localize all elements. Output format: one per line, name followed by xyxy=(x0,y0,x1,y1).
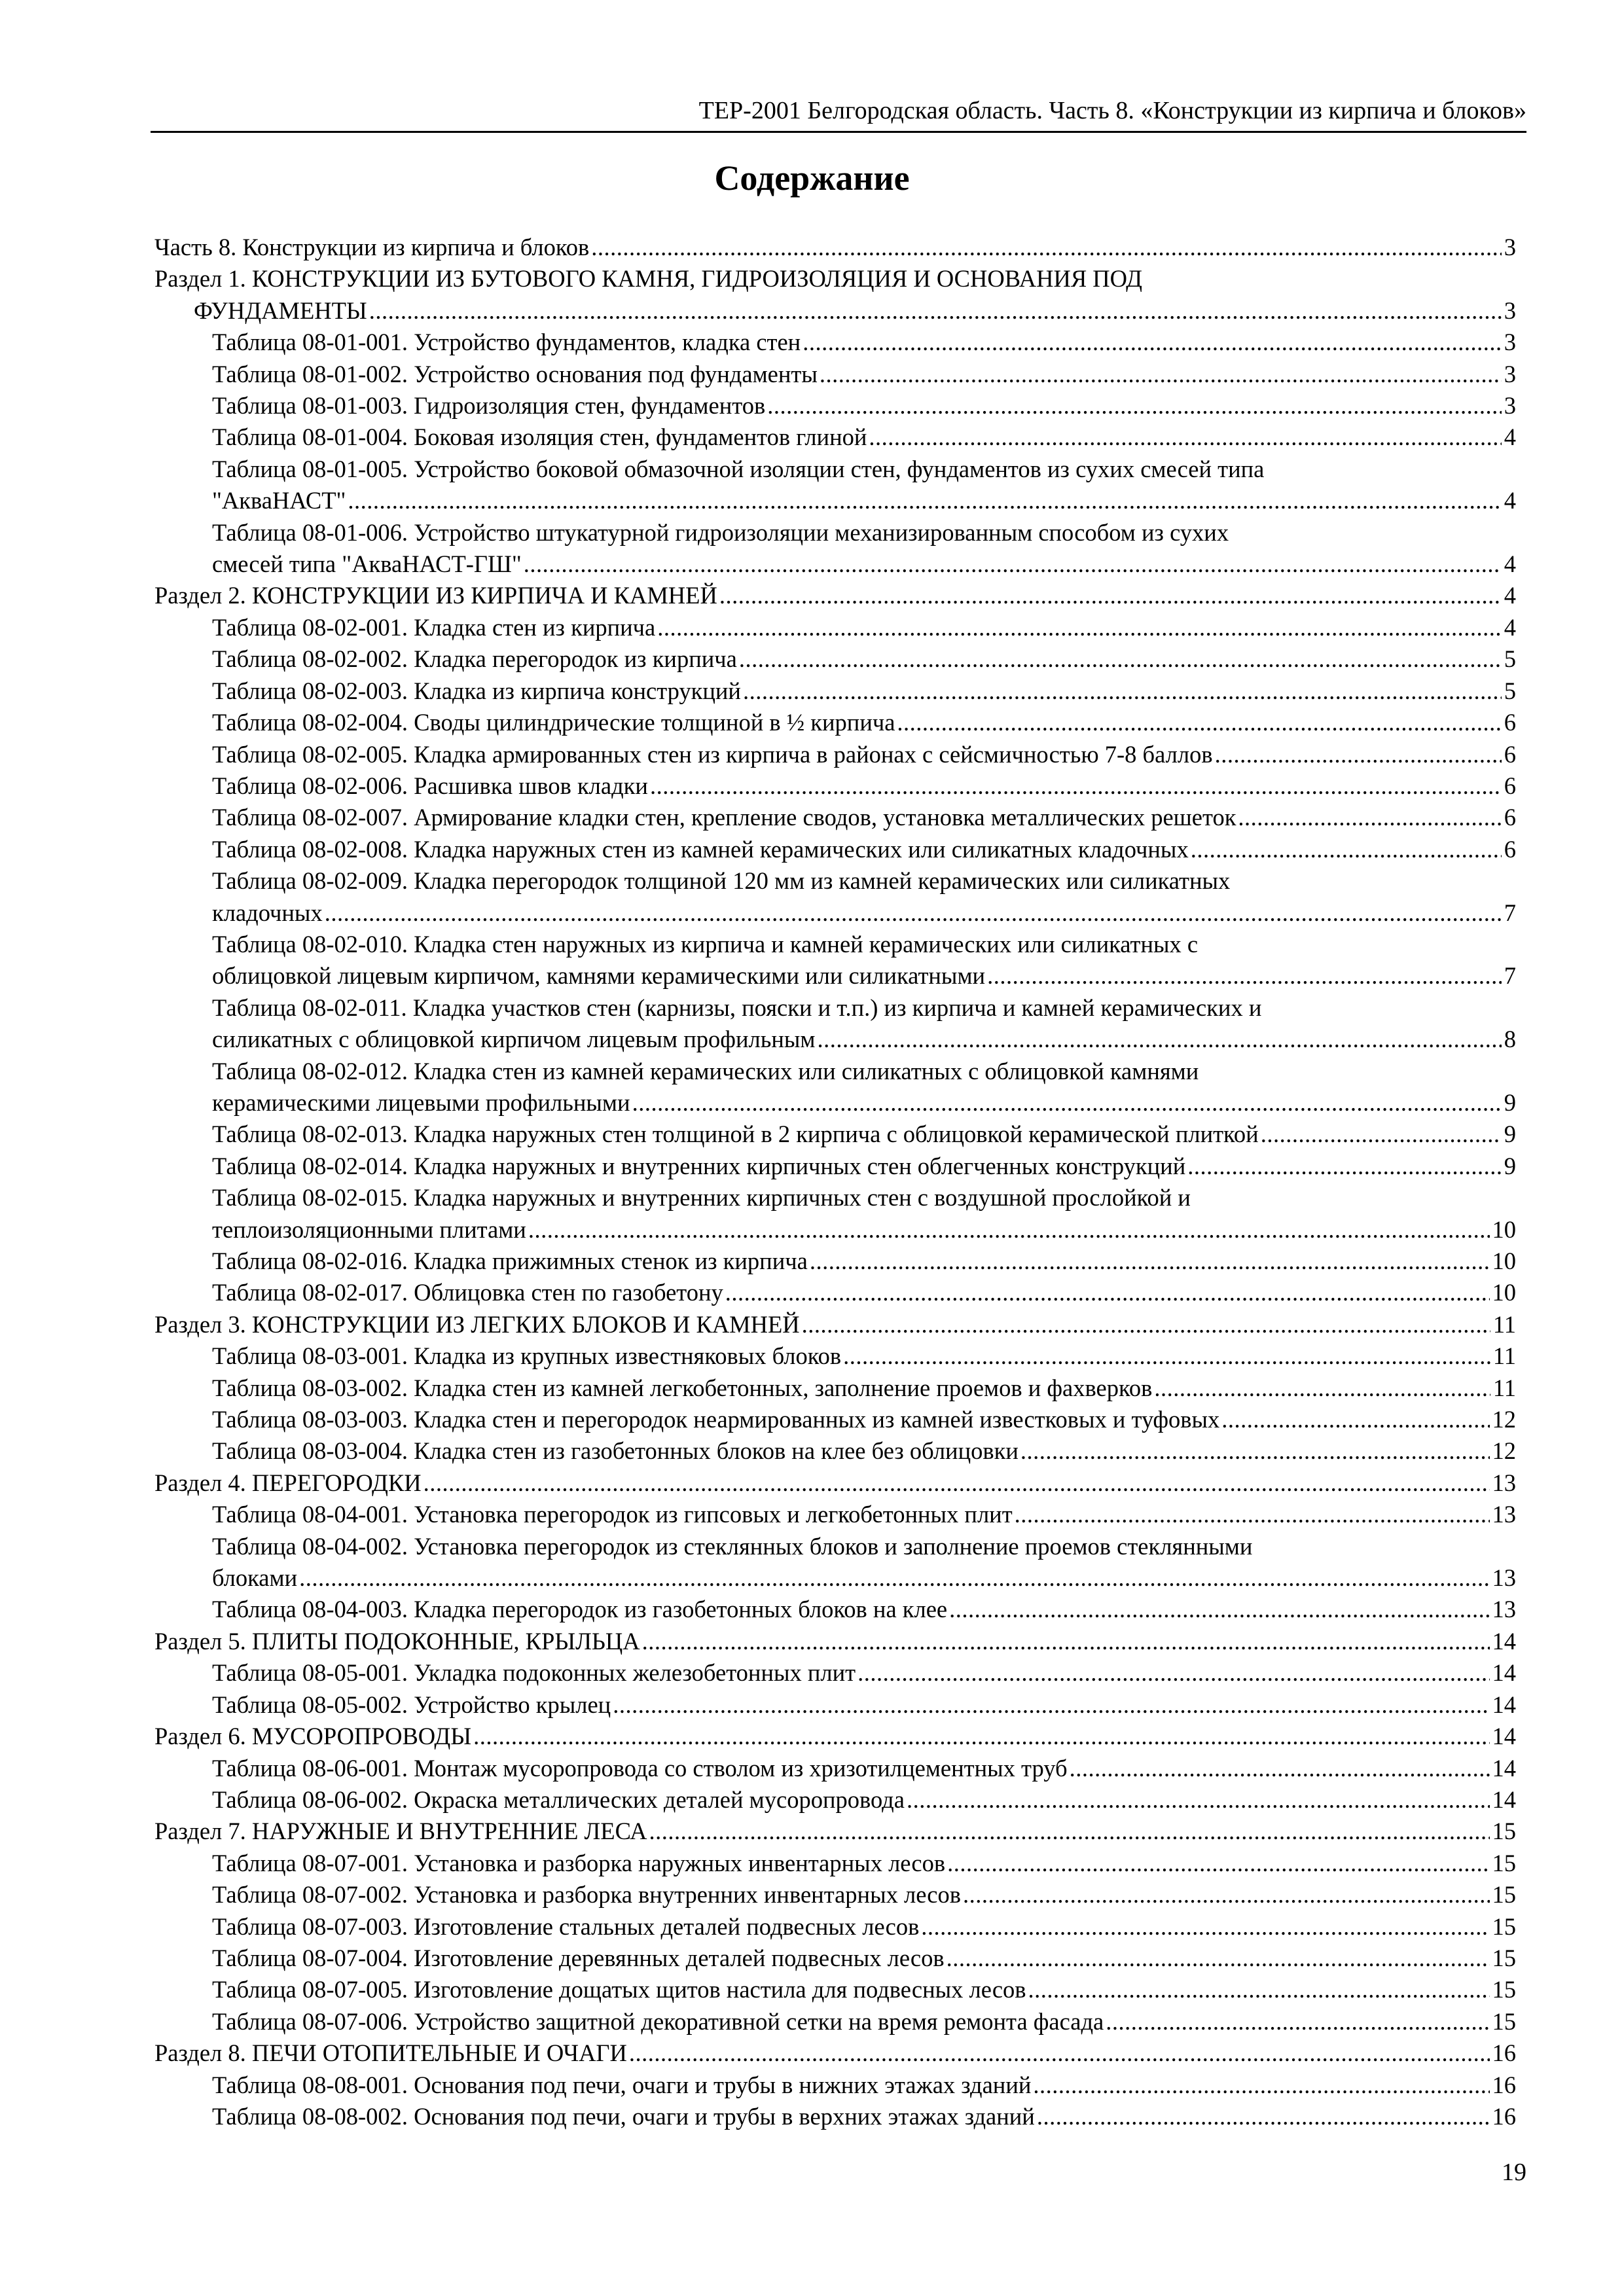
dot-leader xyxy=(869,422,1501,453)
dot-leader xyxy=(1221,1404,1489,1435)
toc-section-entry[interactable] xyxy=(154,1467,1516,1499)
toc-entry-text: Таблица 08-07-003. Изготовление стальных деталей подвесных лесов xyxy=(212,1912,920,1940)
toc-page-number: 16 xyxy=(1492,2071,1516,2098)
toc-page-number: 7 xyxy=(1504,899,1516,926)
dot-leader xyxy=(843,1340,1490,1372)
toc-table-entry[interactable] xyxy=(154,1753,1516,1784)
toc-table-entry[interactable] xyxy=(154,1499,1516,1530)
toc-page-number: 14 xyxy=(1492,1785,1516,1813)
toc-page-number: 12 xyxy=(1492,1437,1516,1465)
toc-entry-text: "АкваНАСТ" xyxy=(212,487,346,514)
toc-page-number: 11 xyxy=(1492,1310,1516,1338)
dot-leader xyxy=(613,1689,1489,1721)
toc-entry-text: Таблица 08-01-005. Устройство боковой обмазочной изоляции стен, фундаментов из сухих смесей типа xyxy=(212,455,1265,482)
toc-entry-text: Таблица 08-01-003. Гидроизоляция стен, фундаментов xyxy=(212,392,766,420)
dot-leader xyxy=(1238,802,1501,833)
toc-entry-text: Таблица 08-02-004. Своды цилиндрические толщиной в ½ кирпича xyxy=(212,709,895,736)
toc-table-entry[interactable] xyxy=(154,390,1516,422)
dot-leader xyxy=(1154,1372,1490,1404)
toc-page-number: 14 xyxy=(1492,1723,1516,1750)
toc-entry-text: Раздел 6. МУСОРОПРОВОДЫ xyxy=(154,1723,472,1750)
toc-page-number: 3 xyxy=(1504,392,1516,420)
toc-section-entry[interactable] xyxy=(154,2037,1516,2069)
toc-table-entry[interactable] xyxy=(154,612,1516,643)
toc-page-number: 13 xyxy=(1492,1596,1516,1623)
toc-table-entry[interactable] xyxy=(154,1974,1516,2005)
toc-table-entry[interactable] xyxy=(154,517,1516,581)
toc-page-number: 10 xyxy=(1492,1215,1516,1243)
toc-page-number: 5 xyxy=(1504,645,1516,673)
toc-page-number: 13 xyxy=(1492,1469,1516,1496)
toc-entry-text: ФУНДАМЕНТЫ xyxy=(194,296,367,324)
toc-section-entry[interactable] xyxy=(154,580,1516,611)
page-title: Содержание xyxy=(714,158,910,198)
toc-page-number: 11 xyxy=(1492,1374,1516,1401)
toc-entry-text: Раздел 5. ПЛИТЫ ПОДОКОННЫЕ, КРЫЛЬЦА xyxy=(154,1627,640,1655)
dot-leader xyxy=(820,359,1502,390)
dot-leader xyxy=(632,1087,1502,1119)
dot-leader xyxy=(348,485,1501,516)
toc-entry-text: Таблица 08-01-004. Боковая изоляция стен, фундаментов глиной xyxy=(212,423,867,451)
toc-table-entry[interactable] xyxy=(154,1435,1516,1467)
dot-leader xyxy=(767,390,1502,422)
toc-table-entry[interactable] xyxy=(154,1404,1516,1435)
toc-page-number: 4 xyxy=(1504,613,1516,641)
dot-leader xyxy=(591,232,1502,263)
dot-leader xyxy=(803,327,1502,358)
toc-entry-text: Таблица 08-02-006. Расшивка швов кладки xyxy=(212,772,648,799)
toc-table-entry[interactable] xyxy=(154,929,1516,992)
toc-page-number: 14 xyxy=(1492,1691,1516,1718)
dot-leader xyxy=(642,1626,1490,1657)
toc-table-entry[interactable] xyxy=(154,454,1516,517)
dot-leader xyxy=(528,1214,1490,1246)
dot-leader xyxy=(947,1943,1490,1974)
toc-entry-text: смесей типа "АкваНАСТ-ГШ" xyxy=(212,550,522,578)
dot-leader xyxy=(325,897,1502,929)
toc-entry-text: облицовкой лицевым кирпичом, камнями керамическими или силикатными xyxy=(212,962,986,990)
toc-table-entry[interactable] xyxy=(154,1594,1516,1625)
dot-leader xyxy=(657,612,1502,643)
toc-table-entry[interactable] xyxy=(154,1372,1516,1404)
toc-entry-text: Таблица 08-03-003. Кладка стен и перегородок неармированных из камней известковых и туфовых xyxy=(212,1406,1220,1433)
toc-page-number: 15 xyxy=(1492,1912,1516,1940)
dot-leader xyxy=(802,1309,1490,1340)
toc-table-entry[interactable] xyxy=(154,1879,1516,1910)
toc-table-entry[interactable] xyxy=(154,1689,1516,1721)
toc-table-entry[interactable] xyxy=(154,1151,1516,1182)
toc-page-number: 9 xyxy=(1504,1088,1516,1116)
dot-leader xyxy=(1070,1753,1490,1784)
toc-entry-text: Таблица 08-05-002. Устройство крылец xyxy=(212,1691,611,1718)
toc-table-entry[interactable] xyxy=(154,1119,1516,1150)
toc-page-number: 15 xyxy=(1492,1881,1516,1909)
dot-leader xyxy=(857,1657,1489,1689)
toc-entry-text: керамическими лицевыми профильными xyxy=(212,1088,630,1116)
header-rule xyxy=(151,131,1526,133)
toc-entry-text: Таблица 08-08-002. Основания под печи, очаги и трубы в верхних этажах зданий xyxy=(212,2102,1035,2130)
toc-entry-text: Таблица 08-02-001. Кладка стен из кирпича xyxy=(212,613,656,641)
toc-page-number: 16 xyxy=(1492,2102,1516,2130)
toc-table-entry[interactable] xyxy=(154,1657,1516,1689)
toc-entry-text: Таблица 08-02-016. Кладка прижимных стенок из кирпича xyxy=(212,1247,808,1274)
toc-entry-text: Раздел 7. НАРУЖНЫЕ И ВНУТРЕННИЕ ЛЕСА xyxy=(154,1818,647,1845)
toc-page-number: 6 xyxy=(1504,772,1516,799)
toc-entry-text: Таблица 08-04-002. Установка перегородок из стеклянных блоков и заполнение проемов стеклянными xyxy=(212,1532,1253,1560)
dot-leader xyxy=(818,1024,1502,1055)
dot-leader xyxy=(1215,739,1502,770)
toc-entry-text: теплоизоляционными плитами xyxy=(212,1215,526,1243)
dot-leader xyxy=(649,1816,1490,1847)
toc-entry-text: Таблица 08-06-001. Монтаж мусоропровода со стволом из хризотилцементных труб xyxy=(212,1754,1068,1782)
toc-table-entry[interactable] xyxy=(154,2070,1516,2101)
toc-entry-text: Раздел 8. ПЕЧИ ОТОПИТЕЛЬНЫЕ И ОЧАГИ xyxy=(154,2039,627,2067)
toc-page-number: 6 xyxy=(1504,835,1516,863)
toc-section-entry[interactable] xyxy=(154,1626,1516,1657)
toc-entry-text: Раздел 2. КОНСТРУКЦИИ ИЗ КИРПИЧА И КАМНЕЙ xyxy=(154,582,717,609)
toc-section-entry[interactable] xyxy=(154,1816,1516,1847)
toc-entry-text: блоками xyxy=(212,1564,298,1592)
toc-entry-text: Таблица 08-02-009. Кладка перегородок толщиной 120 мм из камней керамических или силикатных xyxy=(212,867,1231,895)
toc-table-entry[interactable] xyxy=(154,2101,1516,2132)
toc-section-entry[interactable] xyxy=(154,263,1516,327)
toc-table-entry[interactable] xyxy=(154,802,1516,833)
toc-page-number: 13 xyxy=(1492,1501,1516,1528)
dot-leader xyxy=(743,675,1502,707)
dot-leader xyxy=(473,1721,1489,1752)
dot-leader xyxy=(1037,2101,1490,2132)
toc-entry-text: Таблица 08-03-004. Кладка стен из газобетонных блоков на клее без облицовки xyxy=(212,1437,1019,1465)
toc-entry-text: Таблица 08-07-006. Устройство защитной декоративной сетки на время ремонта фасада xyxy=(212,2007,1104,2035)
toc-entry-text: Таблица 08-08-001. Основания под печи, очаги и трубы в нижних этажах зданий xyxy=(212,2071,1032,2098)
toc-entry-text: Раздел 4. ПЕРЕГОРОДКИ xyxy=(154,1469,422,1496)
toc-table-entry[interactable] xyxy=(154,1943,1516,1974)
toc-table-entry[interactable] xyxy=(154,739,1516,770)
dot-leader xyxy=(650,770,1502,802)
toc-page-number: 15 xyxy=(1492,1849,1516,1876)
toc-table-entry[interactable] xyxy=(154,992,1516,1056)
dot-leader xyxy=(524,548,1502,580)
toc-page-number: 10 xyxy=(1492,1279,1516,1306)
toc-page-number: 4 xyxy=(1504,582,1516,609)
toc-table-entry[interactable] xyxy=(154,1056,1516,1119)
toc-page-number: 5 xyxy=(1504,677,1516,704)
toc-table-entry[interactable] xyxy=(154,1531,1516,1594)
toc-entry-text: кладочных xyxy=(212,899,323,926)
dot-leader xyxy=(897,707,1501,738)
toc-entry-text: Таблица 08-01-006. Устройство штукатурной гидроизоляции механизированным способом из сухих xyxy=(212,518,1229,546)
toc-page-number: 15 xyxy=(1492,1818,1516,1845)
toc-entry-text: Таблица 08-04-001. Установка перегородок из гипсовых и легкобетонных плит xyxy=(212,1501,1013,1528)
toc-entry-text: силикатных с облицовкой кирпичом лицевым профильным xyxy=(212,1026,816,1053)
toc-page-number: 4 xyxy=(1504,423,1516,451)
toc-entry-text: Таблица 08-01-002. Устройство основания под фундаменты xyxy=(212,360,818,387)
toc-table-entry[interactable] xyxy=(154,834,1516,865)
toc-page-number: 15 xyxy=(1492,1944,1516,1971)
toc-entry-text: Таблица 08-02-008. Кладка наружных стен из камней керамических или силикатных кладочных xyxy=(212,835,1189,863)
dot-leader xyxy=(1106,2006,1489,2037)
toc-page-number: 11 xyxy=(1492,1342,1516,1370)
toc-table-entry[interactable] xyxy=(154,770,1516,802)
toc-entry-text: Таблица 08-04-003. Кладка перегородок из газобетонных блоков на клее xyxy=(212,1596,948,1623)
toc-page-number: 8 xyxy=(1504,1026,1516,1053)
dot-leader xyxy=(1033,2070,1489,2101)
dot-leader xyxy=(921,1911,1489,1943)
toc-page-number: 3 xyxy=(1504,360,1516,387)
toc-page-number: 3 xyxy=(1504,296,1516,324)
toc-page-number: 12 xyxy=(1492,1406,1516,1433)
toc-entry-text: Таблица 08-02-003. Кладка из кирпича конструкций xyxy=(212,677,741,704)
dot-leader xyxy=(987,960,1502,992)
dot-leader xyxy=(810,1246,1490,1277)
toc-entry-text: Таблица 08-06-002. Окраска металлических деталей мусоропровода xyxy=(212,1785,905,1813)
dot-leader xyxy=(947,1848,1489,1879)
toc-entry-text: Таблица 08-07-002. Установка и разборка внутренних инвентарных лесов xyxy=(212,1881,961,1909)
dot-leader xyxy=(739,643,1502,675)
toc-table-entry[interactable] xyxy=(154,1182,1516,1246)
toc-table-entry[interactable] xyxy=(154,1277,1516,1308)
toc-page-number: 14 xyxy=(1492,1627,1516,1655)
toc-entry-text: Таблица 08-07-005. Изготовление дощатых щитов настила для подвесных лесов xyxy=(212,1976,1026,2003)
dot-leader xyxy=(725,1277,1490,1308)
toc-entry-text: Таблица 08-07-001. Установка и разборка наружных инвентарных лесов xyxy=(212,1849,946,1876)
toc-entry-text: Таблица 08-02-014. Кладка наружных и внутренних кирпичных стен облегченных конструкций xyxy=(212,1152,1186,1179)
toc-entry-text: Таблица 08-03-002. Кладка стен из камней легкобетонных, заполнение проемов и фахверков xyxy=(212,1374,1153,1401)
toc-page-number: 15 xyxy=(1492,2007,1516,2035)
toc-table-entry[interactable] xyxy=(154,327,1516,358)
toc-table-entry[interactable] xyxy=(154,1848,1516,1879)
dot-leader xyxy=(963,1879,1490,1910)
toc-entry-text: Таблица 08-07-004. Изготовление деревянных деталей подвесных лесов xyxy=(212,1944,945,1971)
toc-entry-text: Таблица 08-02-005. Кладка армированных стен из кирпича в районах с сейсмичностью 7-8 баллов xyxy=(212,740,1213,768)
toc-table-entry[interactable] xyxy=(154,422,1516,453)
toc-page-number: 13 xyxy=(1492,1564,1516,1592)
dot-leader xyxy=(1015,1499,1490,1530)
toc-table-entry[interactable] xyxy=(154,675,1516,707)
toc-table-entry[interactable] xyxy=(154,1784,1516,1816)
dot-leader xyxy=(424,1467,1490,1499)
toc-table-entry[interactable] xyxy=(154,359,1516,390)
toc-entry-text: Таблица 08-02-012. Кладка стен из камней керамических или силикатных с облицовкой камнями xyxy=(212,1057,1199,1085)
dot-leader xyxy=(629,2037,1490,2069)
toc-entry-text: Таблица 08-02-002. Кладка перегородок из кирпича xyxy=(212,645,737,673)
toc-table-entry[interactable] xyxy=(154,2006,1516,2037)
dot-leader xyxy=(949,1594,1489,1625)
dot-leader xyxy=(719,580,1502,611)
dot-leader xyxy=(1261,1119,1502,1150)
toc-page-number: 6 xyxy=(1504,709,1516,736)
toc-page-number: 16 xyxy=(1492,2039,1516,2067)
dot-leader xyxy=(1028,1974,1490,2005)
dot-leader xyxy=(1020,1435,1490,1467)
toc-entry-text: Таблица 08-02-015. Кладка наружных и внутренних кирпичных стен с воздушной прослойкой и xyxy=(212,1184,1191,1211)
toc-table-entry[interactable] xyxy=(154,1246,1516,1277)
toc-table-entry[interactable] xyxy=(154,643,1516,675)
toc-page-number: 9 xyxy=(1504,1121,1516,1148)
toc-entry-text: Часть 8. Конструкции из кирпича и блоков xyxy=(154,234,590,260)
toc-table-entry[interactable] xyxy=(154,865,1516,929)
toc-page-number: 14 xyxy=(1492,1659,1516,1687)
running-header: ТЕР-2001 Белгородская область. Часть 8. «Конструкции из кирпича и блоков» xyxy=(698,97,1526,124)
toc-page-number: 6 xyxy=(1504,740,1516,768)
toc-entry-text: Таблица 08-02-007. Армирование кладки стен, крепление сводов, установка металлических решеток xyxy=(212,804,1236,831)
toc-page-number: 6 xyxy=(1504,804,1516,831)
toc-page-number: 10 xyxy=(1492,1247,1516,1274)
toc-section-entry[interactable] xyxy=(154,232,1516,263)
toc-page-number: 3 xyxy=(1504,329,1516,356)
dot-leader xyxy=(369,295,1502,327)
toc-page-number: 4 xyxy=(1504,487,1516,514)
toc-section-entry[interactable] xyxy=(154,1309,1516,1340)
dot-leader xyxy=(907,1784,1490,1816)
toc-table-entry[interactable] xyxy=(154,707,1516,738)
toc-entry-text: Таблица 08-03-001. Кладка из крупных известняковых блоков xyxy=(212,1342,842,1370)
toc-entry-text: Таблица 08-02-010. Кладка стен наружных из кирпича и камней керамических или силикатных с xyxy=(212,930,1199,958)
toc-page-number: 3 xyxy=(1504,234,1516,260)
toc-entry-text: Таблица 08-02-013. Кладка наружных стен толщиной в 2 кирпича с облицовкой керамической плиткой xyxy=(212,1121,1259,1148)
dot-leader xyxy=(1191,834,1502,865)
toc-entry-text: Таблица 08-02-017. Облицовка стен по газобетону xyxy=(212,1279,723,1306)
toc-page-number: 4 xyxy=(1504,550,1516,578)
toc-page-number: 14 xyxy=(1492,1754,1516,1782)
toc-entry-text: Таблица 08-02-011. Кладка участков стен (карнизы, пояски и т.п.) из кирпича и камней керамических и xyxy=(212,994,1262,1021)
toc-entry-text: Раздел 1. КОНСТРУКЦИИ ИЗ БУТОВОГО КАМНЯ, ГИДРОИЗОЛЯЦИЯ И ОСНОВАНИЯ ПОД xyxy=(154,265,1143,293)
toc-entry-text: Раздел 3. КОНСТРУКЦИИ ИЗ ЛЕГКИХ БЛОКОВ И КАМНЕЙ xyxy=(154,1310,800,1338)
table-of-contents xyxy=(154,232,1516,2132)
dot-leader xyxy=(1187,1151,1502,1182)
toc-page-number: 15 xyxy=(1492,1976,1516,2003)
toc-table-entry[interactable] xyxy=(154,1340,1516,1372)
toc-table-entry[interactable] xyxy=(154,1911,1516,1943)
toc-entry-text: Таблица 08-05-001. Укладка подоконных железобетонных плит xyxy=(212,1659,856,1687)
toc-section-entry[interactable] xyxy=(154,1721,1516,1752)
toc-entry-text: Таблица 08-01-001. Устройство фундаментов, кладка стен xyxy=(212,329,801,356)
dot-leader xyxy=(299,1562,1489,1594)
toc-page-number: 9 xyxy=(1504,1152,1516,1179)
page-number: 19 xyxy=(1502,2159,1526,2186)
toc-page-number: 7 xyxy=(1504,962,1516,990)
